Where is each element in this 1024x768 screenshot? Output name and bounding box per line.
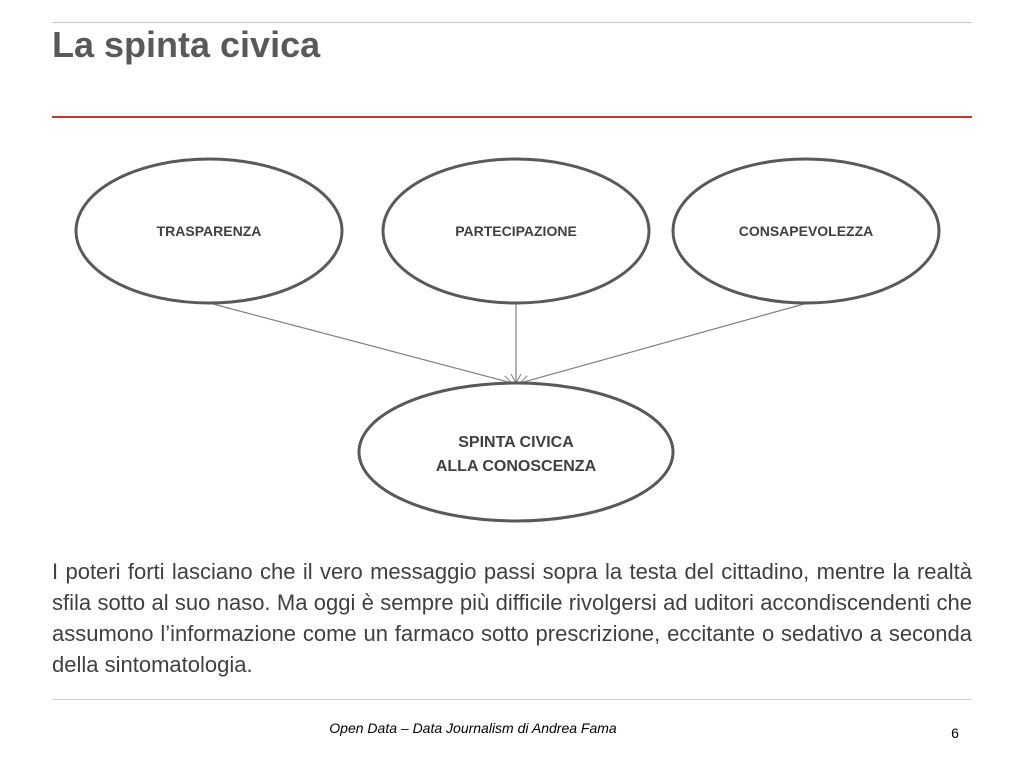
footer-divider xyxy=(52,699,972,700)
node-trasparenza xyxy=(76,159,342,303)
node-spinta-civica xyxy=(359,383,673,521)
slide-title: La spinta civica xyxy=(52,24,321,65)
node-trasparenza-label: TRASPARENZA xyxy=(156,223,262,239)
arrow-consapevolezza-to-target xyxy=(520,304,804,383)
node-partecipazione-label: PARTECIPAZIONE xyxy=(455,223,577,239)
node-spinta-civica-ellipse xyxy=(359,383,673,521)
body-paragraph: I poteri forti lasciano che il vero messaggio passi sopra la testa del cittadino, mentre la realtà sfila sotto al suo naso. Ma oggi è sempre più difficile rivolgersi ad uditori accondiscendenti che assumono l’informazione come un farmaco sotto prescrizione, eccitante o sedativo a seconda della sintomatologia. xyxy=(52,559,972,677)
node-consapevolezza xyxy=(673,159,939,303)
node-spinta-civica-label-line1: SPINTA CIVICA xyxy=(458,434,574,451)
node-partecipazione xyxy=(383,159,649,303)
page-number: 6 xyxy=(951,725,959,741)
arrow-trasparenza-to-target xyxy=(213,304,512,383)
node-consapevolezza-label: CONSAPEVOLEZZA xyxy=(738,223,874,239)
node-spinta-civica-label-line2: ALLA CONOSCENZA xyxy=(435,458,597,475)
footer-text: Open Data – Data Journalism di Andrea Fama xyxy=(329,720,617,736)
